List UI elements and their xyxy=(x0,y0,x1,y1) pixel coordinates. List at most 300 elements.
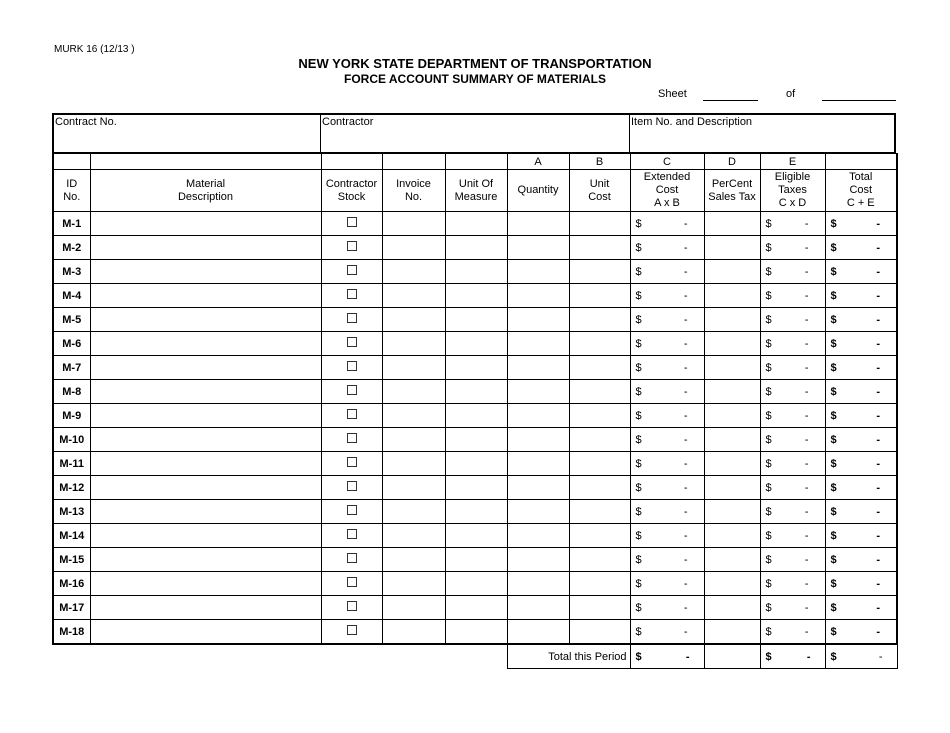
currency-symbol: $ xyxy=(830,289,837,302)
total-sales-tax-blank xyxy=(704,644,760,669)
amount-value: - xyxy=(804,241,809,254)
blank-cell xyxy=(825,154,897,170)
extended-cost-cell[interactable] xyxy=(630,596,704,620)
amount-value: - xyxy=(876,361,880,374)
amount-value: - xyxy=(876,385,880,398)
material-description-cell[interactable] xyxy=(90,332,321,356)
unit-cost-cell[interactable] xyxy=(569,404,630,428)
contractor-stock-checkbox[interactable] xyxy=(347,385,357,395)
extended-cost-cell[interactable] xyxy=(630,212,704,236)
contract-no-label: Contract No. xyxy=(55,116,117,128)
page-subtitle: FORCE ACCOUNT SUMMARY OF MATERIALS xyxy=(344,72,606,86)
eligible-taxes-cell[interactable] xyxy=(760,212,825,236)
unit-cost-cell[interactable] xyxy=(569,572,630,596)
unit-of-measure-cell[interactable] xyxy=(445,452,507,476)
of-label: of xyxy=(786,88,796,100)
percent-sales-tax-cell[interactable] xyxy=(704,572,760,596)
unit-cost-cell[interactable] xyxy=(569,332,630,356)
eligible-taxes-cell[interactable] xyxy=(760,404,825,428)
extended-cost-cell[interactable] xyxy=(630,620,704,645)
amount-value: - xyxy=(804,505,809,518)
amount-value: - xyxy=(876,577,880,590)
quantity-cell[interactable] xyxy=(507,260,569,284)
material-description-cell[interactable] xyxy=(90,476,321,500)
currency-symbol: $ xyxy=(765,409,772,422)
material-description-cell[interactable] xyxy=(90,572,321,596)
amount-value: - xyxy=(804,577,809,590)
row-id: M-1 xyxy=(53,212,90,236)
extended-cost-cell[interactable] xyxy=(630,572,704,596)
contractor-stock-checkbox[interactable] xyxy=(347,241,357,251)
contractor-stock-checkbox[interactable] xyxy=(347,265,357,275)
amount-value: - xyxy=(876,241,880,254)
extended-cost-cell[interactable] xyxy=(630,236,704,260)
unit-cost-cell[interactable] xyxy=(569,620,630,645)
amount-value: - xyxy=(804,361,809,374)
currency-symbol: $ xyxy=(765,601,772,614)
total-cost-cell[interactable] xyxy=(825,212,897,236)
amount-value: - xyxy=(804,385,809,398)
amount-value: - xyxy=(876,457,880,470)
percent-sales-tax-cell[interactable] xyxy=(704,284,760,308)
total-cost-cell[interactable] xyxy=(825,380,897,404)
eligible-taxes-cell[interactable] xyxy=(760,620,825,645)
total-cost-cell[interactable] xyxy=(825,620,897,645)
quantity-cell[interactable] xyxy=(507,236,569,260)
row-id: M-12 xyxy=(53,476,90,500)
blank-cell xyxy=(445,154,507,170)
table-row xyxy=(53,476,897,500)
total-cost-cell[interactable] xyxy=(825,236,897,260)
contractor-stock-cell xyxy=(321,212,382,236)
quantity-cell[interactable] xyxy=(507,428,569,452)
invoice-no-cell[interactable] xyxy=(382,380,445,404)
amount-value: - xyxy=(804,553,809,566)
quantity-cell[interactable] xyxy=(507,596,569,620)
amount-value: - xyxy=(683,361,688,374)
col-unit-cost: Unit Cost xyxy=(569,170,630,212)
percent-sales-tax-cell[interactable] xyxy=(704,476,760,500)
currency-symbol: $ xyxy=(830,337,837,350)
quantity-cell[interactable] xyxy=(507,404,569,428)
contractor-stock-checkbox[interactable] xyxy=(347,625,357,635)
table-row xyxy=(53,428,897,452)
currency-symbol: $ xyxy=(830,601,837,614)
material-description-cell[interactable] xyxy=(90,596,321,620)
currency-symbol: $ xyxy=(635,457,642,470)
total-cost-cell[interactable] xyxy=(825,260,897,284)
extended-cost-cell[interactable] xyxy=(630,284,704,308)
row-id: M-16 xyxy=(53,572,90,596)
unit-cost-cell[interactable] xyxy=(569,548,630,572)
eligible-taxes-cell[interactable] xyxy=(760,476,825,500)
unit-of-measure-cell[interactable] xyxy=(445,404,507,428)
contractor-stock-cell xyxy=(321,260,382,284)
amount-value: - xyxy=(876,553,880,566)
invoice-no-cell[interactable] xyxy=(382,332,445,356)
unit-of-measure-cell[interactable] xyxy=(445,212,507,236)
table-row xyxy=(53,596,897,620)
extended-cost-cell[interactable] xyxy=(630,428,704,452)
row-id: M-2 xyxy=(53,236,90,260)
quantity-cell[interactable] xyxy=(507,620,569,645)
currency-symbol: $ xyxy=(635,313,642,326)
extended-cost-cell[interactable] xyxy=(630,452,704,476)
contractor-stock-checkbox[interactable] xyxy=(347,433,357,443)
total-cost-cell[interactable] xyxy=(825,404,897,428)
page-title: NEW YORK STATE DEPARTMENT OF TRANSPORTATION xyxy=(298,56,652,71)
amount-value: - xyxy=(876,481,880,494)
unit-of-measure-cell[interactable] xyxy=(445,476,507,500)
total-extended-cost[interactable] xyxy=(630,644,704,669)
amount-value: - xyxy=(804,529,809,542)
amount-value: - xyxy=(876,601,880,614)
extended-cost-cell[interactable] xyxy=(630,380,704,404)
unit-cost-cell[interactable] xyxy=(569,596,630,620)
quantity-cell[interactable] xyxy=(507,524,569,548)
table-row xyxy=(53,500,897,524)
invoice-no-cell[interactable] xyxy=(382,524,445,548)
row-id: M-14 xyxy=(53,524,90,548)
extended-cost-cell[interactable] xyxy=(630,308,704,332)
eligible-taxes-cell[interactable] xyxy=(760,284,825,308)
currency-symbol: $ xyxy=(635,265,642,278)
quantity-cell[interactable] xyxy=(507,308,569,332)
total-cost-cell[interactable] xyxy=(825,500,897,524)
unit-of-measure-cell[interactable] xyxy=(445,236,507,260)
currency-symbol: $ xyxy=(635,505,642,518)
extended-cost-cell[interactable] xyxy=(630,404,704,428)
contractor-stock-checkbox[interactable] xyxy=(347,505,357,515)
amount-value: - xyxy=(804,409,809,422)
sheet-total-field[interactable] xyxy=(822,100,896,101)
contractor-stock-checkbox[interactable] xyxy=(347,457,357,467)
material-description-cell[interactable] xyxy=(90,524,321,548)
contractor-stock-cell xyxy=(321,284,382,308)
quantity-cell[interactable] xyxy=(507,572,569,596)
amount-value: - xyxy=(683,217,688,230)
material-description-cell[interactable] xyxy=(90,380,321,404)
quantity-cell[interactable] xyxy=(507,380,569,404)
table-row xyxy=(53,404,897,428)
unit-cost-cell[interactable] xyxy=(569,524,630,548)
total-cost-cell[interactable] xyxy=(825,356,897,380)
percent-sales-tax-cell[interactable] xyxy=(704,452,760,476)
eligible-taxes-cell[interactable] xyxy=(760,596,825,620)
eligible-taxes-cell[interactable] xyxy=(760,548,825,572)
amount-value: - xyxy=(876,409,880,422)
currency-symbol: $ xyxy=(765,385,772,398)
unit-of-measure-cell[interactable] xyxy=(445,260,507,284)
blank-cell xyxy=(90,644,321,669)
currency-symbol: $ xyxy=(635,577,642,590)
contractor-label: Contractor xyxy=(322,116,374,128)
unit-cost-cell[interactable] xyxy=(569,380,630,404)
eligible-taxes-cell[interactable] xyxy=(760,524,825,548)
amount-value: - xyxy=(876,289,880,302)
unit-of-measure-cell[interactable] xyxy=(445,572,507,596)
unit-of-measure-cell[interactable] xyxy=(445,548,507,572)
unit-of-measure-cell[interactable] xyxy=(445,524,507,548)
invoice-no-cell[interactable] xyxy=(382,404,445,428)
contractor-stock-checkbox[interactable] xyxy=(347,409,357,419)
percent-sales-tax-cell[interactable] xyxy=(704,404,760,428)
quantity-cell[interactable] xyxy=(507,212,569,236)
amount-value: - xyxy=(683,601,688,614)
unit-cost-cell[interactable] xyxy=(569,236,630,260)
invoice-no-cell[interactable] xyxy=(382,236,445,260)
percent-sales-tax-cell[interactable] xyxy=(704,236,760,260)
eligible-taxes-cell[interactable] xyxy=(760,356,825,380)
contractor-stock-checkbox[interactable] xyxy=(347,361,357,371)
blank-cell xyxy=(382,154,445,170)
amount-value: - xyxy=(683,529,688,542)
percent-sales-tax-cell[interactable] xyxy=(704,428,760,452)
currency-symbol: $ xyxy=(635,217,642,230)
contractor-stock-checkbox[interactable] xyxy=(347,553,357,563)
quantity-cell[interactable] xyxy=(507,332,569,356)
percent-sales-tax-cell[interactable] xyxy=(704,596,760,620)
currency-symbol: $ xyxy=(765,650,772,663)
form-id: MURK 16 (12/13 ) xyxy=(54,44,135,55)
contractor-stock-checkbox[interactable] xyxy=(347,601,357,611)
percent-sales-tax-cell[interactable] xyxy=(704,308,760,332)
unit-of-measure-cell[interactable] xyxy=(445,308,507,332)
extended-cost-cell[interactable] xyxy=(630,476,704,500)
material-description-cell[interactable] xyxy=(90,404,321,428)
material-description-cell[interactable] xyxy=(90,428,321,452)
table-row xyxy=(53,236,897,260)
currency-symbol: $ xyxy=(830,241,837,254)
currency-symbol: $ xyxy=(830,313,837,326)
col-percent-sales-tax: PerCent Sales Tax xyxy=(704,170,760,212)
row-id: M-7 xyxy=(53,356,90,380)
unit-cost-cell[interactable] xyxy=(569,476,630,500)
amount-value: - xyxy=(683,481,688,494)
extended-cost-cell[interactable] xyxy=(630,260,704,284)
total-cost-cell[interactable] xyxy=(825,284,897,308)
amount-value: - xyxy=(804,457,809,470)
material-description-cell[interactable] xyxy=(90,356,321,380)
contractor-stock-checkbox[interactable] xyxy=(347,217,357,227)
percent-sales-tax-cell[interactable] xyxy=(704,500,760,524)
quantity-cell[interactable] xyxy=(507,476,569,500)
total-eligible-taxes[interactable] xyxy=(760,644,825,669)
invoice-no-cell[interactable] xyxy=(382,428,445,452)
total-cost-cell[interactable] xyxy=(825,308,897,332)
material-description-cell[interactable] xyxy=(90,284,321,308)
table-row xyxy=(53,572,897,596)
unit-cost-cell[interactable] xyxy=(569,452,630,476)
currency-symbol: $ xyxy=(765,433,772,446)
total-cost-cell[interactable] xyxy=(825,332,897,356)
contractor-stock-checkbox[interactable] xyxy=(347,577,357,587)
amount-value: - xyxy=(806,650,811,663)
eligible-taxes-cell[interactable] xyxy=(760,572,825,596)
amount-value: - xyxy=(804,289,809,302)
letter-d: D xyxy=(704,154,760,170)
unit-of-measure-cell[interactable] xyxy=(445,380,507,404)
eligible-taxes-cell[interactable] xyxy=(760,428,825,452)
contractor-stock-checkbox[interactable] xyxy=(347,313,357,323)
letter-e: E xyxy=(760,154,825,170)
currency-symbol: $ xyxy=(635,337,642,350)
amount-value: - xyxy=(683,289,688,302)
currency-symbol: $ xyxy=(635,385,642,398)
percent-sales-tax-cell[interactable] xyxy=(704,380,760,404)
material-description-cell[interactable] xyxy=(90,236,321,260)
row-id: M-15 xyxy=(53,548,90,572)
unit-cost-cell[interactable] xyxy=(569,428,630,452)
eligible-taxes-cell[interactable] xyxy=(760,380,825,404)
unit-cost-cell[interactable] xyxy=(569,500,630,524)
percent-sales-tax-cell[interactable] xyxy=(704,212,760,236)
unit-of-measure-cell[interactable] xyxy=(445,428,507,452)
total-cost-cell[interactable] xyxy=(825,596,897,620)
invoice-no-cell[interactable] xyxy=(382,452,445,476)
invoice-no-cell[interactable] xyxy=(382,596,445,620)
unit-of-measure-cell[interactable] xyxy=(445,356,507,380)
percent-sales-tax-cell[interactable] xyxy=(704,524,760,548)
amount-value: - xyxy=(876,529,880,542)
unit-cost-cell[interactable] xyxy=(569,308,630,332)
quantity-cell[interactable] xyxy=(507,548,569,572)
invoice-no-cell[interactable] xyxy=(382,356,445,380)
unit-cost-cell[interactable] xyxy=(569,212,630,236)
amount-value: - xyxy=(804,433,809,446)
sheet-number-field[interactable] xyxy=(703,100,758,101)
contractor-stock-checkbox[interactable] xyxy=(347,529,357,539)
currency-symbol: $ xyxy=(765,457,772,470)
amount-value: - xyxy=(683,625,688,638)
material-description-cell[interactable] xyxy=(90,308,321,332)
total-cost-cell[interactable] xyxy=(825,524,897,548)
amount-value: - xyxy=(683,313,688,326)
amount-value: - xyxy=(804,481,809,494)
contractor-stock-cell xyxy=(321,380,382,404)
amount-value: - xyxy=(683,577,688,590)
currency-symbol: $ xyxy=(765,289,772,302)
contractor-stock-checkbox[interactable] xyxy=(347,289,357,299)
invoice-no-cell[interactable] xyxy=(382,284,445,308)
amount-value: - xyxy=(804,601,809,614)
quantity-cell[interactable] xyxy=(507,284,569,308)
material-description-cell[interactable] xyxy=(90,212,321,236)
col-quantity: Quantity xyxy=(507,170,569,212)
percent-sales-tax-cell[interactable] xyxy=(704,548,760,572)
unit-cost-cell[interactable] xyxy=(569,284,630,308)
unit-cost-cell[interactable] xyxy=(569,356,630,380)
row-id: M-6 xyxy=(53,332,90,356)
material-description-cell[interactable] xyxy=(90,548,321,572)
unit-of-measure-cell[interactable] xyxy=(445,500,507,524)
eligible-taxes-cell[interactable] xyxy=(760,452,825,476)
eligible-taxes-cell[interactable] xyxy=(760,308,825,332)
eligible-taxes-cell[interactable] xyxy=(760,236,825,260)
table-row xyxy=(53,308,897,332)
currency-symbol: $ xyxy=(830,577,837,590)
contractor-stock-cell xyxy=(321,548,382,572)
blank-cell xyxy=(321,154,382,170)
material-description-cell[interactable] xyxy=(90,260,321,284)
currency-symbol: $ xyxy=(765,553,772,566)
invoice-no-cell[interactable] xyxy=(382,572,445,596)
extended-cost-cell[interactable] xyxy=(630,548,704,572)
currency-symbol: $ xyxy=(765,313,772,326)
invoice-no-cell[interactable] xyxy=(382,476,445,500)
percent-sales-tax-cell[interactable] xyxy=(704,260,760,284)
amount-value: - xyxy=(683,553,688,566)
quantity-cell[interactable] xyxy=(507,356,569,380)
total-cost-cell[interactable] xyxy=(825,548,897,572)
currency-symbol: $ xyxy=(830,385,837,398)
unit-of-measure-cell[interactable] xyxy=(445,620,507,645)
material-description-cell[interactable] xyxy=(90,452,321,476)
material-description-cell[interactable] xyxy=(90,620,321,645)
extended-cost-cell[interactable] xyxy=(630,524,704,548)
total-cost[interactable] xyxy=(825,644,897,669)
percent-sales-tax-cell[interactable] xyxy=(704,332,760,356)
currency-symbol: $ xyxy=(830,505,837,518)
amount-value: - xyxy=(804,217,809,230)
total-cost-cell[interactable] xyxy=(825,476,897,500)
contract-header xyxy=(52,113,896,153)
total-cost-cell[interactable] xyxy=(825,452,897,476)
contractor-stock-checkbox[interactable] xyxy=(347,337,357,347)
quantity-cell[interactable] xyxy=(507,500,569,524)
currency-symbol: $ xyxy=(635,433,642,446)
unit-cost-cell[interactable] xyxy=(569,260,630,284)
table-row xyxy=(53,620,897,645)
invoice-no-cell[interactable] xyxy=(382,500,445,524)
percent-sales-tax-cell[interactable] xyxy=(704,356,760,380)
eligible-taxes-cell[interactable] xyxy=(760,332,825,356)
invoice-no-cell[interactable] xyxy=(382,620,445,645)
material-description-cell[interactable] xyxy=(90,500,321,524)
currency-symbol: $ xyxy=(830,265,837,278)
extended-cost-cell[interactable] xyxy=(630,500,704,524)
contractor-stock-cell xyxy=(321,452,382,476)
percent-sales-tax-cell[interactable] xyxy=(704,620,760,645)
contractor-stock-checkbox[interactable] xyxy=(347,481,357,491)
extended-cost-cell[interactable] xyxy=(630,356,704,380)
total-cost-cell[interactable] xyxy=(825,572,897,596)
currency-symbol: $ xyxy=(830,409,837,422)
currency-symbol: $ xyxy=(765,577,772,590)
amount-value: - xyxy=(683,385,688,398)
quantity-cell[interactable] xyxy=(507,452,569,476)
invoice-no-cell[interactable] xyxy=(382,548,445,572)
currency-symbol: $ xyxy=(635,625,642,638)
contractor-stock-cell xyxy=(321,476,382,500)
eligible-taxes-cell[interactable] xyxy=(760,500,825,524)
invoice-no-cell[interactable] xyxy=(382,308,445,332)
currency-symbol: $ xyxy=(830,481,837,494)
extended-cost-cell[interactable] xyxy=(630,332,704,356)
invoice-no-cell[interactable] xyxy=(382,260,445,284)
currency-symbol: $ xyxy=(635,529,642,542)
contractor-stock-cell xyxy=(321,572,382,596)
row-id: M-18 xyxy=(53,620,90,645)
unit-of-measure-cell[interactable] xyxy=(445,332,507,356)
total-cost-cell[interactable] xyxy=(825,428,897,452)
row-id: M-3 xyxy=(53,260,90,284)
unit-of-measure-cell[interactable] xyxy=(445,284,507,308)
unit-of-measure-cell[interactable] xyxy=(445,596,507,620)
col-unit-of-measure: Unit Of Measure xyxy=(445,170,507,212)
eligible-taxes-cell[interactable] xyxy=(760,260,825,284)
invoice-no-cell[interactable] xyxy=(382,212,445,236)
